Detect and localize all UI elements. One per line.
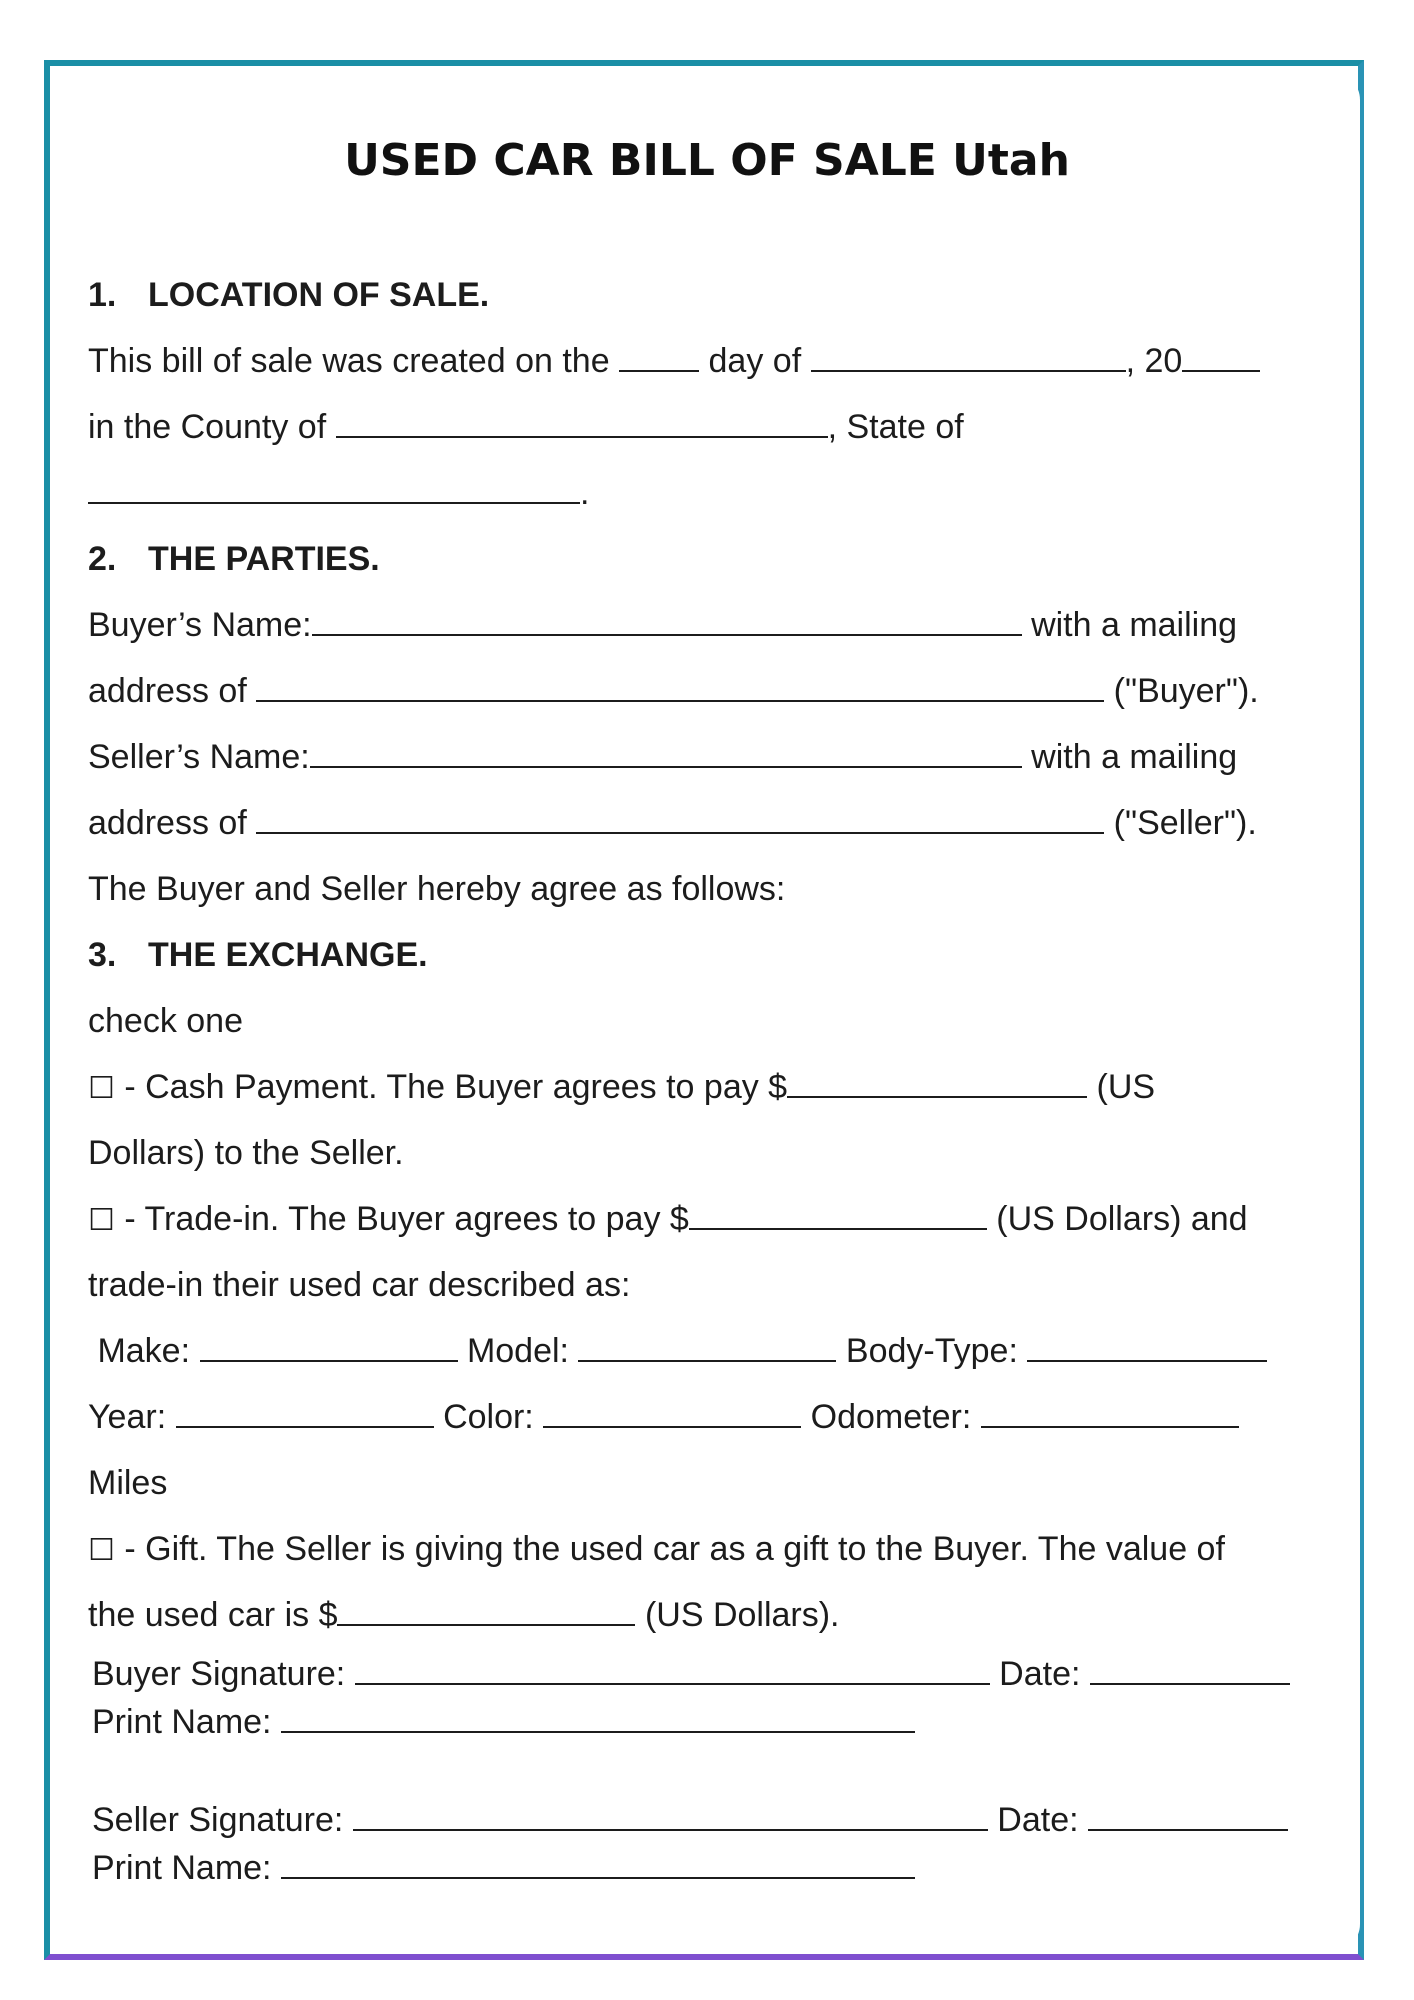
text: (US Dollars) and (996, 1200, 1248, 1238)
label: address of (88, 804, 247, 842)
text: , 20 (1125, 342, 1183, 380)
seller-name-field[interactable] (310, 736, 1022, 768)
cash-amount-field[interactable] (787, 1066, 1087, 1098)
text: - Trade-in. The Buyer agrees to pay $ (124, 1200, 689, 1238)
buyer-signature-line (92, 1650, 1290, 1698)
label: Print Name: (92, 1849, 272, 1887)
body-type-field[interactable] (1027, 1330, 1267, 1362)
text: with a mailing (1031, 606, 1238, 644)
text: This bill of sale was created on the (88, 342, 610, 380)
buyer-name-field[interactable] (312, 604, 1022, 636)
county-line (88, 394, 1328, 460)
model-field[interactable] (578, 1330, 836, 1362)
seller-print-name-field[interactable] (281, 1847, 915, 1879)
section-title: LOCATION OF SALE. (148, 276, 490, 314)
label: Date: (999, 1655, 1081, 1693)
section-title: THE PARTIES. (148, 540, 380, 578)
trade-amount-field[interactable] (689, 1198, 987, 1230)
vehicle-line-1 (88, 1318, 1328, 1384)
cash-payment-option (88, 1054, 1328, 1120)
buyer-address-line (88, 658, 1328, 724)
label: Year: (88, 1398, 167, 1436)
color-field[interactable] (543, 1396, 801, 1428)
section-3-heading (88, 922, 1328, 988)
agree-line: The Buyer and Seller hereby agree as follows: (88, 870, 786, 908)
seller-name-line (88, 724, 1328, 790)
text: the used car is $ (88, 1596, 338, 1634)
gift-checkbox[interactable]: ☐ (88, 1533, 115, 1568)
seller-signature-field[interactable] (353, 1799, 988, 1831)
vehicle-line-2 (88, 1384, 1328, 1450)
trade-desc-line: trade-in their used car described as: (88, 1266, 631, 1304)
label: Seller’s Name: (88, 738, 310, 776)
section-number: 1. (88, 276, 117, 314)
state-field[interactable] (88, 472, 580, 504)
cash-checkbox[interactable]: ☐ (88, 1071, 115, 1106)
label: Print Name: (92, 1703, 272, 1741)
odometer-field[interactable] (981, 1396, 1239, 1428)
label: Color: (443, 1398, 534, 1436)
section-number: 2. (88, 540, 117, 578)
section-title: THE EXCHANGE. (148, 936, 428, 974)
seller-address-line (88, 790, 1328, 856)
text: - Gift. The Seller is giving the used car as a gift to the Buyer. The value of (124, 1530, 1225, 1568)
text: ("Buyer"). (1113, 672, 1259, 710)
state-line (88, 460, 1328, 526)
text: in the County of (88, 408, 327, 446)
section-1-heading (88, 262, 1328, 328)
text: (US (1096, 1068, 1156, 1106)
month-field[interactable] (811, 340, 1126, 372)
miles-line: Miles (88, 1464, 168, 1502)
text: . (580, 474, 590, 512)
check-one-label: check one (88, 1002, 243, 1040)
label: Buyer’s Name: (88, 606, 312, 644)
label: Odometer: (810, 1398, 972, 1436)
label: address of (88, 672, 247, 710)
label: Date: (997, 1801, 1079, 1839)
text: , State of (827, 408, 964, 446)
document-title: USED CAR BILL OF SALE Utah (344, 135, 1070, 186)
county-field[interactable] (336, 406, 828, 438)
buyer-name-line (88, 592, 1328, 658)
gift-option (88, 1516, 1328, 1582)
text: (US Dollars). (644, 1596, 840, 1634)
text: - Cash Payment. The Buyer agrees to pay $ (124, 1068, 788, 1106)
seller-address-field[interactable] (256, 802, 1104, 834)
seller-signature-line (92, 1796, 1288, 1844)
label: Seller Signature: (92, 1801, 344, 1839)
text: day of (708, 342, 802, 380)
buyer-print-name-field[interactable] (281, 1701, 915, 1733)
buyer-date-field[interactable] (1090, 1653, 1290, 1685)
document-body (88, 262, 1328, 1648)
gift-value-line (88, 1582, 1328, 1648)
trade-in-option (88, 1186, 1328, 1252)
text: ("Seller"). (1113, 804, 1257, 842)
label: Make: (97, 1332, 191, 1370)
make-field[interactable] (200, 1330, 458, 1362)
section-2-heading (88, 526, 1328, 592)
created-date-line (88, 328, 1328, 394)
seller-date-field[interactable] (1088, 1799, 1288, 1831)
year-field[interactable] (176, 1396, 434, 1428)
section-number: 3. (88, 936, 117, 974)
label: Body-Type: (845, 1332, 1018, 1370)
seller-print-name-line (92, 1844, 915, 1892)
day-field[interactable] (619, 340, 699, 372)
label: Model: (466, 1332, 570, 1370)
year-field[interactable] (1182, 340, 1260, 372)
cash-dollars-line: Dollars) to the Seller. (88, 1134, 404, 1172)
buyer-print-name-line (92, 1698, 915, 1746)
buyer-address-field[interactable] (256, 670, 1104, 702)
trade-in-checkbox[interactable]: ☐ (88, 1203, 115, 1238)
buyer-signature-field[interactable] (355, 1653, 990, 1685)
label: Buyer Signature: (92, 1655, 346, 1693)
gift-value-field[interactable] (337, 1594, 635, 1626)
text: with a mailing (1031, 738, 1238, 776)
